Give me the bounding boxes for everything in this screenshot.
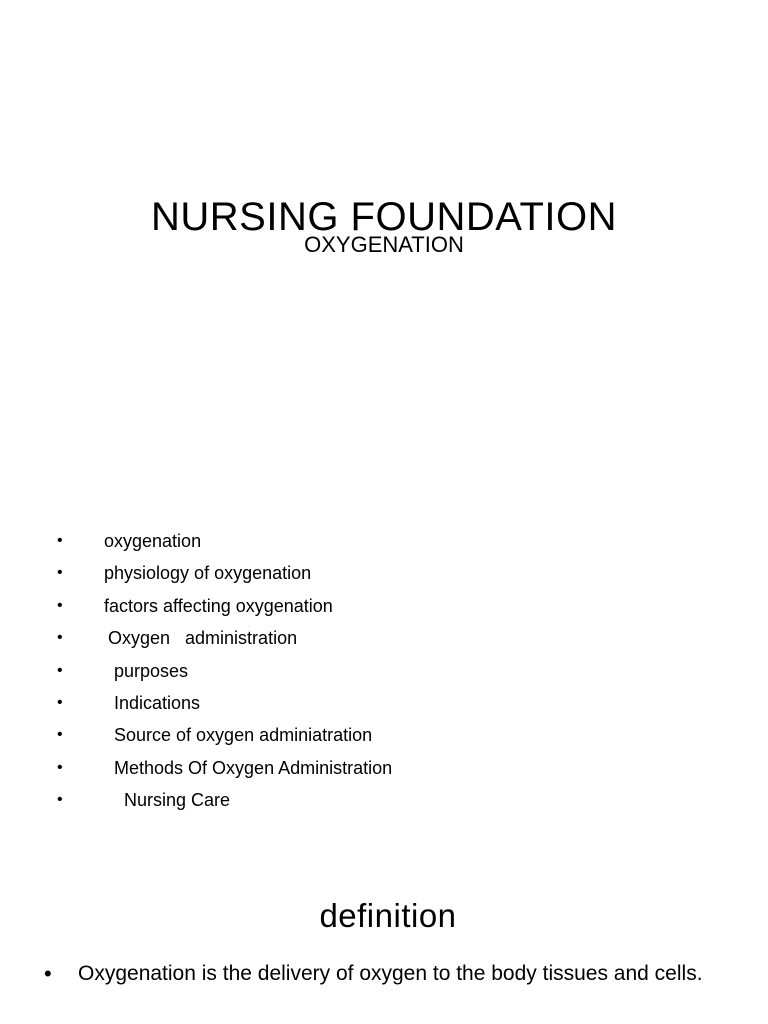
bullet-icon: •: [57, 629, 63, 647]
list-item: [0, 623, 768, 655]
list-item: [0, 591, 768, 623]
bullet-icon: •: [44, 961, 52, 986]
bullet-icon: •: [57, 791, 63, 809]
list-item-label: Oxygen administration: [108, 628, 298, 649]
list-item-label: oxygenation: [104, 531, 202, 551]
list-item-label: physiology of oxygenation: [104, 563, 312, 584]
bullet-icon: •: [57, 564, 63, 582]
topic-list: [0, 526, 768, 818]
bullet-icon: •: [57, 661, 63, 679]
list-item-label: factors affecting oxygenation: [104, 595, 333, 616]
list-item: [0, 785, 768, 817]
list-item: [0, 688, 768, 720]
page-title: NURSING FOUNDATION: [150, 194, 618, 239]
list-item: [0, 720, 768, 752]
list-item-label: purposes: [114, 660, 189, 681]
bullet-icon: •: [57, 532, 63, 549]
list-item: [0, 656, 768, 688]
bullet-icon: •: [57, 596, 63, 614]
list-item-label: Nursing Care: [124, 790, 231, 811]
list-item-label: Source of oxygen adminiatration: [114, 725, 373, 746]
bullet-icon: •: [57, 726, 63, 744]
list-item: [0, 753, 768, 785]
list-item-label: Indications: [114, 692, 201, 713]
definition-heading: definition: [319, 897, 457, 934]
list-item: [0, 526, 768, 558]
list-item-label: Methods Of Oxygen Administration: [114, 757, 393, 778]
bullet-icon: •: [57, 758, 63, 776]
page-subtitle: OXYGENATION: [304, 232, 464, 257]
bullet-icon: •: [57, 693, 63, 711]
definition-text: Oxygenation is the delivery of oxygen to the body tissues and cells.: [78, 962, 703, 985]
list-item: [0, 558, 768, 590]
